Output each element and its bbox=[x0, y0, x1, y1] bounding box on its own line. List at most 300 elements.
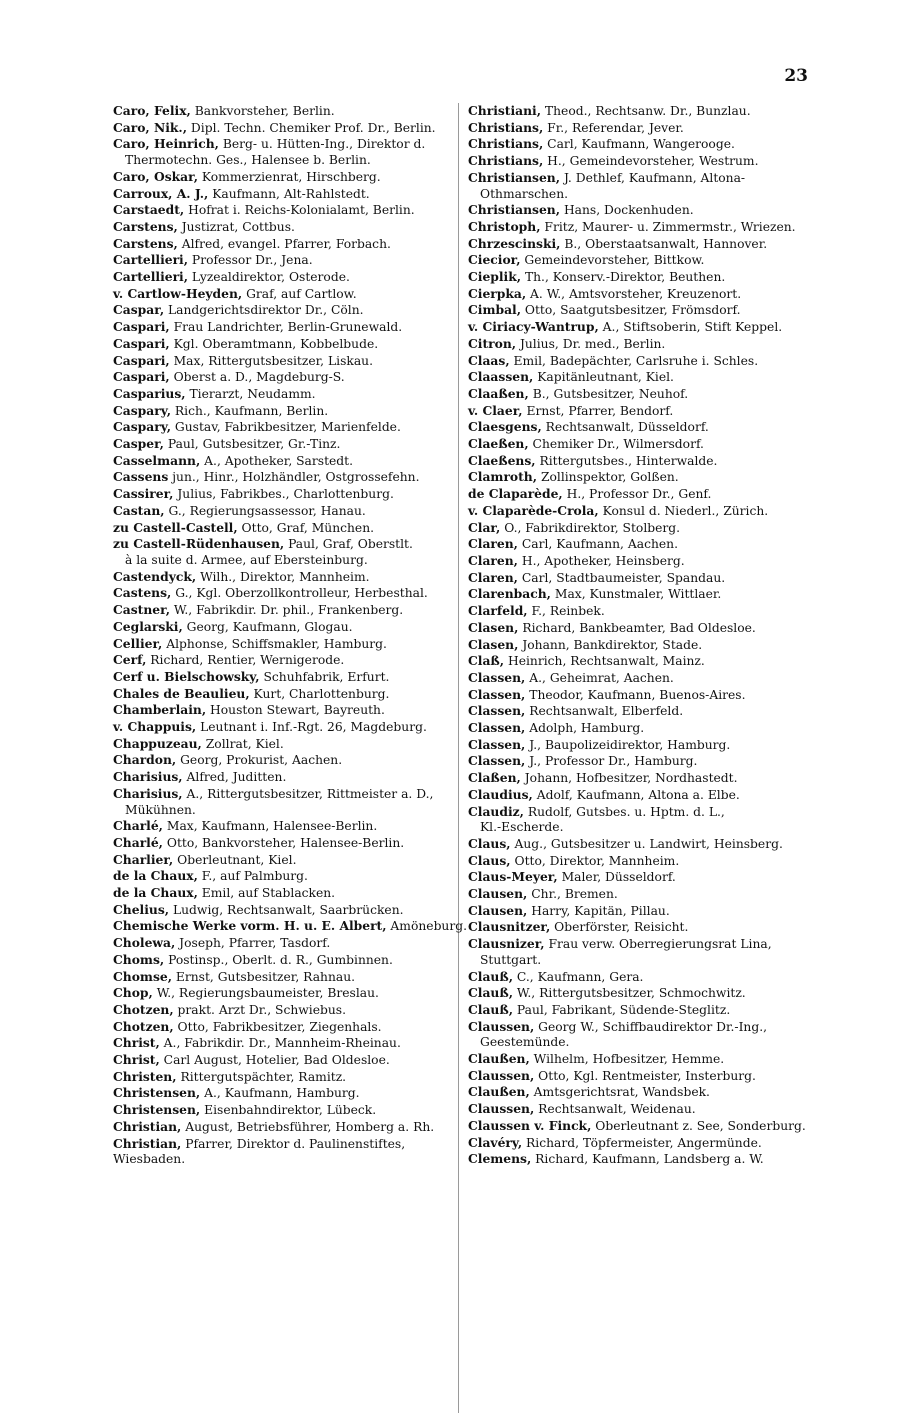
entry-name: Clauß, bbox=[468, 1001, 513, 1017]
directory-entry bbox=[468, 853, 813, 870]
entry-details: Paul, Gutsbesitzer, Gr.-Tinz. bbox=[163, 437, 341, 452]
entry-details: Graf, auf Cartlow. bbox=[242, 286, 357, 301]
entry-details: W., Fabrikdir. Dr. phil., Frankenberg. bbox=[170, 603, 404, 618]
entry-name: Castens, bbox=[113, 585, 172, 601]
entry-details: Richard, Kaufmann, Landsberg a. W. bbox=[531, 1152, 764, 1167]
entry-details: Georg, Prokurist, Aachen. bbox=[176, 753, 343, 768]
entry-details: Landgerichtsdirektor Dr., Cöln. bbox=[164, 303, 364, 318]
left-column bbox=[113, 103, 468, 1168]
entry-name: Casper, bbox=[113, 436, 164, 452]
entry-name: Caspary, bbox=[113, 419, 171, 435]
entry-details: Ernst, Pfarrer, Bendorf. bbox=[522, 403, 674, 418]
directory-entry bbox=[113, 419, 463, 436]
directory-entry bbox=[468, 969, 813, 986]
entry-name: Claußen, bbox=[468, 1084, 530, 1100]
entry-details: J., Professor Dr., Hamburg. bbox=[525, 754, 698, 769]
entry-name: Claus-Meyer, bbox=[468, 869, 558, 885]
entry-details: Professor Dr., Jena. bbox=[188, 253, 313, 268]
entry-name: Carstens, bbox=[113, 218, 178, 234]
entry-details: Aug., Gutsbesitzer u. Landwirt, Heinsberg. bbox=[510, 836, 783, 851]
entry-name: Chelius, bbox=[113, 901, 170, 917]
entry-details: Otto, Bankvorsteher, Halensee-Berlin. bbox=[162, 835, 405, 850]
entry-details: Rudolf, Gutsbes. u. Hptm. d. L., bbox=[523, 804, 725, 819]
entry-name: Classen, bbox=[468, 703, 526, 719]
entry-details: Oberförster, Reisicht. bbox=[550, 920, 689, 935]
directory-entry bbox=[468, 1051, 813, 1068]
entry-name: Christ, bbox=[113, 1035, 160, 1051]
entry-details: Hofrat i. Reichs-Kolonialamt, Berlin. bbox=[184, 203, 415, 218]
directory-entry bbox=[113, 269, 463, 286]
directory-entry bbox=[113, 1136, 463, 1153]
directory-entry bbox=[468, 953, 813, 969]
entry-name: de la Chaux, bbox=[113, 868, 198, 884]
entry-name: Clamroth, bbox=[468, 469, 538, 485]
entry-details: Theodor, Kaufmann, Buenos-Aires. bbox=[525, 687, 746, 702]
entry-name: Chardon, bbox=[113, 752, 177, 768]
directory-entry bbox=[468, 453, 813, 470]
entry-details: Chemiker Dr., Wilmersdorf. bbox=[528, 437, 704, 452]
entry-name: Claas, bbox=[468, 352, 510, 368]
entry-details: Rechtsanwalt, Düsseldorf. bbox=[541, 420, 709, 435]
directory-entry bbox=[468, 836, 813, 853]
entry-details: Wilhelm, Hofbesitzer, Hemme. bbox=[529, 1052, 725, 1067]
entry-name: Claussen, bbox=[468, 1101, 535, 1117]
directory-entry bbox=[468, 269, 813, 286]
directory-entry bbox=[468, 1118, 813, 1135]
entry-details: B., Oberstaatsanwalt, Hannover. bbox=[560, 236, 768, 251]
entry-details: G., Regierungsassessor, Hanau. bbox=[164, 503, 366, 518]
directory-entry bbox=[468, 1151, 813, 1168]
entry-name: Caspary, bbox=[113, 402, 171, 418]
entry-name: Charlé, bbox=[113, 818, 163, 834]
entry-name: v. Chappuis, bbox=[113, 719, 197, 735]
directory-entry bbox=[468, 720, 813, 737]
entry-details: Julius, Fabrikbes., Charlottenburg. bbox=[173, 487, 394, 502]
entry-details: J. Dethlef, Kaufmann, Altona- bbox=[560, 170, 746, 185]
entry-name: Claren, bbox=[468, 536, 518, 552]
entry-details: Paul, Fabrikant, Südende-Steglitz. bbox=[513, 1002, 731, 1017]
directory-entry bbox=[113, 852, 463, 869]
directory-entry bbox=[468, 1068, 813, 1085]
entry-name: Classen, bbox=[468, 753, 526, 769]
directory-entry bbox=[468, 419, 813, 436]
directory-entry bbox=[468, 637, 813, 654]
directory-entry bbox=[468, 302, 813, 319]
entry-details: Thermotechn. Ges., Halensee b. Berlin. bbox=[125, 153, 371, 168]
directory-entry bbox=[468, 252, 813, 269]
entry-name: Castan, bbox=[113, 502, 165, 518]
entry-details: Adolf, Kaufmann, Altona a. Elbe. bbox=[532, 787, 740, 802]
directory-entry bbox=[468, 236, 813, 253]
directory-entry bbox=[113, 336, 463, 353]
entry-name: Charisius, bbox=[113, 769, 183, 785]
entry-name: Charlé, bbox=[113, 834, 163, 850]
entry-details: Amtsgerichtsrat, Wandsbek. bbox=[529, 1085, 710, 1100]
directory-entry bbox=[468, 919, 813, 936]
directory-entry bbox=[468, 1002, 813, 1019]
directory-entry bbox=[113, 902, 463, 919]
entry-name: Caspari, bbox=[113, 319, 170, 335]
entry-name: Claßen, bbox=[468, 770, 521, 786]
entry-details: Oberleutnant, Kiel. bbox=[173, 852, 297, 867]
directory-entry bbox=[113, 835, 463, 852]
directory-entry bbox=[113, 136, 463, 153]
directory-entry bbox=[468, 103, 813, 120]
entry-details: Max, Kunstmaler, Wittlaer. bbox=[550, 587, 722, 602]
directory-entry bbox=[468, 536, 813, 553]
entry-details: Alphonse, Schiffsmakler, Hamburg. bbox=[162, 636, 387, 651]
entry-details: B., Gutsbesitzer, Neuhof. bbox=[528, 386, 689, 401]
entry-details: Harry, Kapitän, Pillau. bbox=[527, 903, 670, 918]
directory-entry bbox=[113, 219, 463, 236]
directory-entry bbox=[113, 1035, 463, 1052]
entry-name: Christensen, bbox=[113, 1085, 201, 1101]
entry-name: Caro, Nik., bbox=[113, 119, 187, 135]
entry-name: Caro, Felix, bbox=[113, 103, 191, 118]
entry-details: Oberleutnant z. See, Sonderburg. bbox=[591, 1118, 806, 1133]
entry-name: Caro, Oskar, bbox=[113, 168, 198, 184]
directory-entry bbox=[468, 553, 813, 570]
entry-name: Christiansen, bbox=[468, 202, 561, 218]
entry-name: Caspari, bbox=[113, 369, 170, 385]
entry-details: Gustav, Fabrikbesitzer, Marienfelde. bbox=[170, 420, 401, 435]
directory-entry bbox=[113, 1119, 463, 1136]
entry-name: Castner, bbox=[113, 602, 170, 618]
directory-entry bbox=[468, 403, 813, 420]
entry-details: Paul, Graf, Oberstlt. bbox=[284, 537, 413, 552]
entry-name: Claeßen, bbox=[468, 436, 529, 452]
directory-entry bbox=[113, 1002, 463, 1019]
entry-name: Christian, bbox=[113, 1135, 182, 1151]
entry-details: August, Betriebsführer, Homberg a. Rh. bbox=[181, 1119, 435, 1134]
entry-name: Claeßens, bbox=[468, 452, 536, 468]
entry-name: Chrzescinski, bbox=[468, 235, 561, 251]
entry-name: Classen, bbox=[468, 720, 526, 736]
entry-details: Postinsp., Oberlt. d. R., Gumbinnen. bbox=[164, 952, 393, 967]
directory-entry bbox=[113, 103, 463, 120]
entry-name: Claussen, bbox=[468, 1018, 535, 1034]
entry-name: Casparius, bbox=[113, 385, 186, 401]
entry-details: A., Rittergutsbesitzer, Rittmeister a. D., bbox=[182, 786, 434, 801]
directory-entry bbox=[468, 319, 813, 336]
entry-name: Citron, bbox=[468, 335, 517, 351]
entry-details: Georg W., Schiffbaudirektor Dr.-Ing., bbox=[534, 1019, 768, 1034]
entry-details: H., Professor Dr., Genf. bbox=[562, 487, 712, 502]
directory-entry bbox=[113, 786, 463, 803]
directory-entry bbox=[468, 202, 813, 219]
entry-details: Kurt, Charlottenburg. bbox=[249, 686, 390, 701]
entry-details: Kommerzienrat, Hirschberg. bbox=[198, 169, 381, 184]
directory-entry bbox=[468, 336, 813, 353]
entry-details: Richard, Bankbeamter, Bad Oldesloe. bbox=[518, 620, 756, 635]
entry-name: Chemische Werke vorm. H. u. E. Albert, bbox=[113, 918, 387, 934]
entry-details: Othmarschen. bbox=[480, 186, 569, 201]
entry-details: A., Stiftsoberin, Stift Keppel. bbox=[598, 320, 783, 335]
directory-entry bbox=[113, 803, 463, 819]
entry-name: v. Cartlow-Heyden, bbox=[113, 285, 243, 301]
entry-name: Cassens bbox=[113, 469, 169, 485]
directory-entry bbox=[113, 153, 463, 169]
directory-entry bbox=[113, 503, 463, 520]
entry-details: Konsul d. Niederl., Zürich. bbox=[598, 503, 769, 518]
directory-entry bbox=[113, 619, 463, 636]
entry-details: H., Gemeindevorsteher, Westrum. bbox=[543, 154, 759, 169]
directory-entry bbox=[113, 202, 463, 219]
directory-entry bbox=[468, 670, 813, 687]
entry-name: Claussen, bbox=[468, 1067, 535, 1083]
directory-entry bbox=[113, 918, 468, 935]
entry-name: Clar, bbox=[468, 519, 501, 535]
directory-entry bbox=[113, 652, 463, 669]
entry-name: Casselmann, bbox=[113, 452, 201, 468]
entry-details: Maler, Düsseldorf. bbox=[557, 870, 676, 885]
entry-name: Cartellieri, bbox=[113, 252, 189, 268]
directory-entry bbox=[113, 1052, 463, 1069]
directory-entry bbox=[468, 386, 813, 403]
entry-name: Clasen, bbox=[468, 636, 519, 652]
directory-entry bbox=[468, 469, 813, 486]
entry-name: Christiansen, bbox=[468, 169, 561, 185]
entry-details: Pfarrer, Direktor d. Paulinenstiftes, bbox=[181, 1136, 406, 1151]
entry-name: Claus, bbox=[468, 835, 511, 851]
entry-name: Claren, bbox=[468, 552, 518, 568]
directory-entry bbox=[468, 153, 813, 170]
directory-entry bbox=[113, 453, 463, 470]
entry-details: C., Kaufmann, Gera. bbox=[513, 969, 644, 984]
directory-entry bbox=[113, 669, 463, 686]
entry-details: Justizrat, Cottbus. bbox=[177, 219, 295, 234]
entry-details: Theod., Rechtsanw. Dr., Bunzlau. bbox=[541, 104, 751, 118]
entry-name: Caspari, bbox=[113, 335, 170, 351]
directory-entry bbox=[113, 686, 463, 703]
entry-name: Cieplik, bbox=[468, 269, 522, 285]
entry-name: Claesgens, bbox=[468, 419, 542, 435]
directory-entry bbox=[113, 169, 463, 186]
entry-details: Otto, Kgl. Rentmeister, Insterburg. bbox=[534, 1068, 756, 1083]
entry-details: Rich., Kaufmann, Berlin. bbox=[170, 403, 329, 418]
entry-name: Carstens, bbox=[113, 235, 178, 251]
entry-name: Castendyck, bbox=[113, 568, 197, 584]
directory-entry bbox=[113, 553, 463, 569]
directory-entry bbox=[113, 386, 463, 403]
directory-entry bbox=[113, 885, 463, 902]
entry-details: J., Baupolizeidirektor, Hamburg. bbox=[525, 737, 731, 752]
entry-name: Christiani, bbox=[468, 103, 542, 118]
entry-details: Rittergutspächter, Ramitz. bbox=[176, 1069, 347, 1084]
directory-entry bbox=[113, 469, 463, 486]
entry-name: Cimbal, bbox=[468, 302, 521, 318]
entry-name: Caspari, bbox=[113, 352, 170, 368]
directory-entry bbox=[468, 1019, 813, 1036]
directory-entry bbox=[468, 620, 813, 637]
entry-name: zu Castell-Rüdenhausen, bbox=[113, 536, 285, 552]
entry-details: Zollrat, Kiel. bbox=[201, 736, 284, 751]
entry-name: Clarenbach, bbox=[468, 586, 551, 602]
entry-name: Claren, bbox=[468, 569, 518, 585]
entry-details: Max, Kaufmann, Halensee-Berlin. bbox=[162, 819, 378, 834]
entry-details: jun., Hinr., Holzhändler, Ostgrossefehn. bbox=[168, 470, 420, 485]
entry-details: Ludwig, Rechtsanwalt, Saarbrücken. bbox=[169, 902, 404, 917]
entry-details: O., Fabrikdirektor, Stolberg. bbox=[500, 520, 681, 535]
directory-entry bbox=[468, 703, 813, 720]
entry-details: A., Apotheker, Sarstedt. bbox=[200, 453, 354, 468]
entry-details: Hans, Dockenhuden. bbox=[560, 203, 694, 218]
entry-details: H., Apotheker, Heinsberg. bbox=[517, 553, 685, 568]
directory-entry bbox=[468, 586, 813, 603]
directory-entry bbox=[468, 869, 813, 886]
entry-details: W., Regierungsbaumeister, Breslau. bbox=[152, 986, 379, 1001]
directory-entry bbox=[468, 603, 813, 620]
entry-details: Rittergutsbes., Hinterwalde. bbox=[535, 453, 718, 468]
entry-name: Clausen, bbox=[468, 902, 528, 918]
entry-details: Carl, Stadtbaumeister, Spandau. bbox=[517, 570, 726, 585]
entry-details: prakt. Arzt Dr., Schwiebus. bbox=[173, 1002, 347, 1017]
entry-details: Kl.-Escherde. bbox=[480, 820, 564, 835]
directory-entry bbox=[468, 804, 813, 821]
entry-details: Carl, Kaufmann, Aachen. bbox=[517, 537, 678, 552]
entry-details: Kaufmann, Alt-Rahlstedt. bbox=[208, 186, 370, 201]
directory-entry bbox=[113, 952, 463, 969]
entry-name: Cerf, bbox=[113, 652, 147, 668]
entry-name: Classen, bbox=[468, 736, 526, 752]
entry-details: Frau Landrichter, Berlin-Grunewald. bbox=[169, 320, 403, 335]
entry-details: Emil, auf Stablacken. bbox=[197, 886, 336, 901]
right-column bbox=[468, 103, 813, 1168]
entry-name: Christians, bbox=[468, 153, 544, 169]
entry-details: F., auf Palmburg. bbox=[197, 869, 308, 884]
directory-entry bbox=[113, 252, 463, 269]
entry-details: Frau verw. Oberregierungsrat Lina, bbox=[544, 937, 772, 952]
entry-details: Houston Stewart, Bayreuth. bbox=[206, 703, 385, 718]
entry-details: Rechtsanwalt, Elberfeld. bbox=[525, 704, 684, 719]
directory-entry bbox=[468, 687, 813, 704]
entry-name: Cholewa, bbox=[113, 935, 176, 951]
entry-name: Cerf u. Bielschowsky, bbox=[113, 668, 260, 684]
entry-name: Chotzen, bbox=[113, 1018, 174, 1034]
entry-details: A., Geheimrat, Aachen. bbox=[525, 670, 674, 685]
directory-entry bbox=[468, 570, 813, 587]
directory-entry bbox=[468, 369, 813, 386]
directory-entry bbox=[468, 520, 813, 537]
entry-details: Carl August, Hotelier, Bad Oldesloe. bbox=[159, 1053, 390, 1068]
entry-details: Eisenbahndirektor, Lübeck. bbox=[200, 1103, 377, 1118]
entry-name: Clausnizer, bbox=[468, 936, 545, 952]
directory-entry bbox=[113, 536, 463, 553]
entry-details: Max, Rittergutsbesitzer, Liskau. bbox=[169, 353, 374, 368]
entry-details: Fr., Referendar, Jever. bbox=[543, 120, 684, 135]
entry-name: Ceglarski, bbox=[113, 618, 183, 634]
entry-details: Kgl. Oberamtmann, Kobbelbude. bbox=[169, 336, 379, 351]
entry-details: Chr., Bremen. bbox=[527, 887, 618, 902]
entry-name: Chappuzeau, bbox=[113, 735, 202, 751]
directory-entry bbox=[468, 436, 813, 453]
entry-details: Gemeindevorsteher, Bittkow. bbox=[520, 253, 705, 268]
directory-entry bbox=[113, 719, 463, 736]
directory-entry bbox=[113, 585, 463, 602]
entry-details: Schuhfabrik, Erfurt. bbox=[259, 669, 390, 684]
entry-name: Carroux, A. J., bbox=[113, 185, 209, 201]
directory-entry bbox=[113, 520, 463, 537]
entry-name: Caspar, bbox=[113, 302, 165, 318]
directory-entry bbox=[113, 486, 463, 503]
directory-entry bbox=[468, 653, 813, 670]
entry-name: Classen, bbox=[468, 686, 526, 702]
entry-details: Richard, Töpfermeister, Angermünde. bbox=[522, 1135, 762, 1150]
directory-entry bbox=[468, 503, 813, 520]
directory-entry bbox=[113, 702, 463, 719]
entry-name: Classen, bbox=[468, 669, 526, 685]
entry-name: Claß, bbox=[468, 653, 505, 669]
entry-details: Carl, Kaufmann, Wangerooge. bbox=[543, 137, 735, 152]
entry-name: Choms, bbox=[113, 951, 165, 967]
entry-name: Claußen, bbox=[468, 1051, 530, 1067]
entry-details: Geestemünde. bbox=[480, 1035, 570, 1050]
entry-name: de la Chaux, bbox=[113, 885, 198, 901]
entry-details: Adolph, Hamburg. bbox=[525, 721, 645, 736]
directory-entry bbox=[113, 569, 463, 586]
directory-entry bbox=[468, 787, 813, 804]
directory-entry bbox=[468, 903, 813, 920]
entry-details: Otto, Fabrikbesitzer, Ziegenhals. bbox=[173, 1019, 382, 1034]
entry-details: Amöneburg. bbox=[386, 919, 468, 934]
entry-name: v. Ciriacy-Wantrup, bbox=[468, 319, 599, 335]
directory-entry bbox=[113, 302, 463, 319]
directory-entry bbox=[113, 752, 463, 769]
entry-name: Clarfeld, bbox=[468, 603, 528, 619]
entry-details: Otto, Direktor, Mannheim. bbox=[510, 853, 680, 868]
entry-details: Zollinspektor, Golßen. bbox=[537, 470, 679, 485]
directory-entry bbox=[468, 1135, 813, 1152]
directory-entry bbox=[468, 770, 813, 787]
entry-name: v. Claer, bbox=[468, 402, 523, 418]
entry-name: Clausen, bbox=[468, 886, 528, 902]
entry-name: Cassirer, bbox=[113, 486, 174, 502]
directory-entry bbox=[468, 886, 813, 903]
entry-details: G., Kgl. Oberzollkontrolleur, Herbesthal. bbox=[171, 586, 428, 601]
entry-details: Lyzealdirektor, Osterode. bbox=[188, 270, 350, 285]
entry-name: Cierpka, bbox=[468, 285, 527, 301]
entry-details: A., Fabrikdir. Dr., Mannheim-Rheinau. bbox=[159, 1036, 401, 1051]
directory-entry bbox=[468, 985, 813, 1002]
entry-details: A., Kaufmann, Hamburg. bbox=[200, 1086, 360, 1101]
directory-entry bbox=[113, 1152, 463, 1168]
entry-details: à la suite d. Armee, auf Ebersteinburg. bbox=[125, 552, 368, 567]
entry-name: Christoph, bbox=[468, 218, 541, 234]
entry-details: Mükühnen. bbox=[125, 802, 196, 817]
entry-name: Chotzen, bbox=[113, 1001, 174, 1017]
entry-name: Clausnitzer, bbox=[468, 919, 551, 935]
directory-entry bbox=[468, 1035, 813, 1051]
directory-entry bbox=[113, 736, 463, 753]
directory-entry bbox=[113, 935, 463, 952]
directory-entry bbox=[113, 286, 463, 303]
directory-entry bbox=[113, 186, 463, 203]
directory-entry bbox=[113, 1085, 463, 1102]
directory-entry bbox=[468, 187, 813, 203]
entry-details: Stuttgart. bbox=[480, 952, 542, 967]
entry-name: Caro, Heinrich, bbox=[113, 136, 219, 152]
entry-name: Clauß, bbox=[468, 985, 513, 1001]
entry-name: de Claparède, bbox=[468, 486, 563, 502]
entry-name: Clavéry, bbox=[468, 1134, 523, 1150]
entry-details: Th., Konserv.-Direktor, Beuthen. bbox=[521, 270, 726, 285]
entry-name: Claussen v. Finck, bbox=[468, 1117, 592, 1133]
entry-details: Emil, Badepächter, Carlsruhe i. Schles. bbox=[509, 353, 759, 368]
directory-entry bbox=[113, 319, 463, 336]
directory-entry bbox=[113, 1069, 463, 1086]
entry-details: Wiesbaden. bbox=[113, 1152, 186, 1167]
entry-name: Claaßen, bbox=[468, 385, 529, 401]
